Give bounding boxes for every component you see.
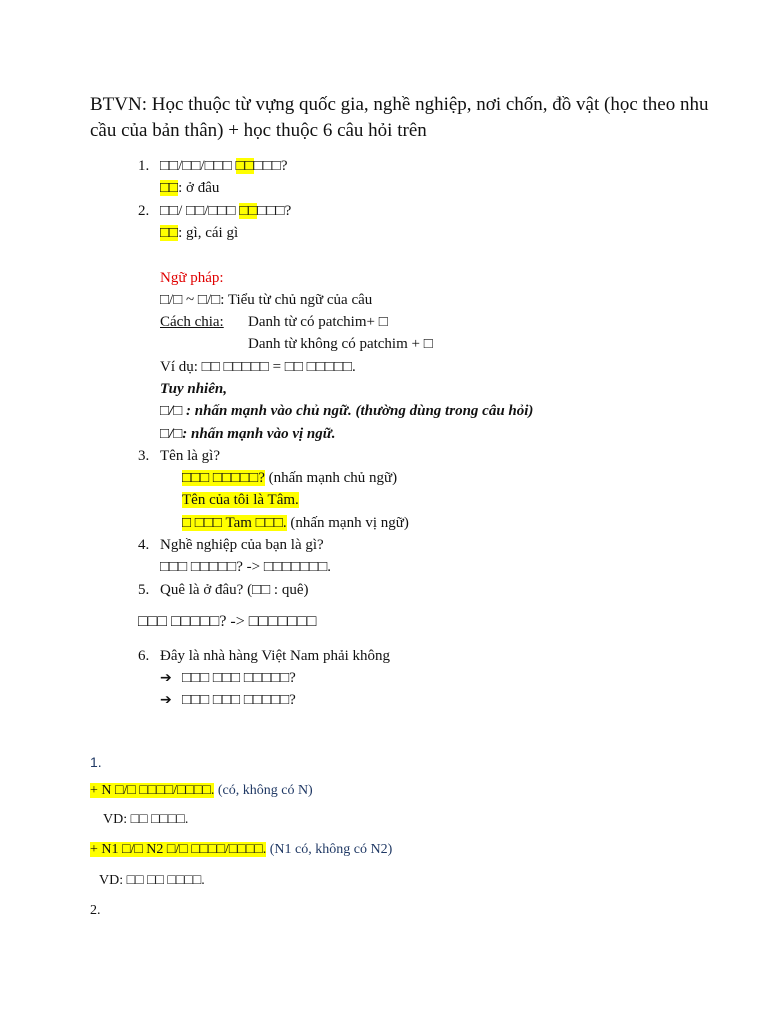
question-2	[138, 201, 291, 221]
question-3	[138, 446, 220, 466]
q1-text-a: □□/□□/□□□	[160, 158, 236, 174]
question-1	[138, 156, 287, 176]
q4-text: Nghề nghiệp của bạn là gì?	[160, 537, 324, 553]
q2-note-highlight: □□	[160, 225, 179, 241]
q6-text: Đây là nhà hàng Việt Nam phải không	[160, 648, 391, 664]
q3-l3-note: (nhấn mạnh vị ngữ)	[286, 515, 409, 531]
q3-l3-highlight: □ □□□ Tam □□□.	[182, 515, 287, 531]
q5-text: Quê là ở đâu? (□□ : quê)	[160, 582, 309, 598]
q3-l1-highlight: □□□ □□□□□?	[182, 470, 265, 486]
q5-answer: □□□ □□□□□? -> □□□□□□□	[138, 613, 317, 630]
conjugation-1: Danh từ có patchim+ □	[248, 314, 388, 330]
q6-answer-1	[160, 668, 296, 688]
section2-example-1: VD: □□ □□□□.	[103, 812, 189, 827]
q2-text-b: □□□?	[257, 203, 292, 219]
rule-2-highlight: + N1 □/□ N2 □/□ □□□□/□□□□.	[90, 842, 267, 857]
rule-1-note: (có, không có N)	[214, 783, 313, 798]
q1-note-text: : ở đâu	[178, 180, 220, 196]
q1-text-b: □□□?	[253, 158, 288, 174]
q1-highlight: □□	[235, 158, 254, 174]
q3-line-2	[182, 490, 299, 510]
grammar-example: Ví dụ: □□ □□□□□ = □□ □□□□□.	[160, 359, 356, 375]
q2-highlight: □□	[239, 203, 258, 219]
rule-2-note: (N1 có, không có N2)	[266, 842, 393, 857]
list-number: 6.	[138, 648, 150, 664]
list-number: 1.	[138, 158, 150, 174]
emphasis-subject: □/□ : nhấn mạnh vào chủ ngữ. (thường dùng trong câu hỏi)	[160, 403, 534, 419]
conjugation-2: Danh từ không có patchim + □	[248, 336, 433, 352]
homework-title: BTVN: Học thuộc từ vựng quốc gia, nghề nghiệp, nơi chốn, đồ vật (học theo nhu cầu của bản thân) + học thuộc 6 câu hỏi trên	[90, 94, 709, 141]
q3-text: Tên là gì?	[160, 448, 220, 464]
section2-rule-1	[90, 781, 313, 801]
question-4	[138, 535, 324, 555]
section2-rule-2	[90, 840, 392, 860]
however-label: Tuy nhiên,	[160, 381, 227, 397]
q4-answer: □□□ □□□□□? -> □□□□□□□.	[160, 559, 332, 575]
arrow-right-icon: ➔	[160, 670, 172, 686]
section2-number-2: 2.	[90, 903, 101, 918]
arrow-right-icon: ➔	[160, 692, 172, 708]
grammar-heading: Ngữ pháp:	[160, 270, 224, 286]
question-2-note	[160, 223, 238, 243]
q3-l2-highlight: Tên của tôi là Tâm.	[182, 492, 299, 508]
q2-text-a: □□/ □□/□□□	[160, 203, 240, 219]
q6-a2-text: □□□ □□□ □□□□□?	[182, 692, 296, 708]
grammar-rule: □/□ ~ □/□: Tiểu từ chủ ngữ của câu	[160, 292, 373, 308]
emphasis-predicate: □/□: nhấn mạnh vào vị ngữ.	[160, 426, 336, 442]
rule-1-highlight: + N □/□ □□□□/□□□□.	[90, 783, 215, 798]
q2-note-text: : gì, cái gì	[178, 225, 239, 241]
list-number: 4.	[138, 537, 150, 553]
question-5	[138, 580, 309, 600]
list-number: 3.	[138, 448, 150, 464]
q6-answer-2	[160, 690, 296, 710]
list-number: 5.	[138, 582, 150, 598]
q6-a1-text: □□□ □□□ □□□□□?	[182, 670, 296, 686]
section2-example-2: VD: □□ □□ □□□□.	[99, 873, 205, 888]
section2-number-1: 1.	[90, 754, 102, 770]
conjugation-label: Cách chia:	[160, 314, 224, 330]
conjugation-row-1	[160, 312, 224, 332]
question-1-note	[160, 178, 219, 198]
q3-line-1	[182, 468, 397, 488]
list-number: 2.	[138, 203, 150, 219]
question-6	[138, 646, 390, 666]
q3-l1-note: (nhấn mạnh chủ ngữ)	[264, 470, 398, 486]
q3-line-3	[182, 513, 409, 533]
q1-note-highlight: □□	[160, 180, 179, 196]
